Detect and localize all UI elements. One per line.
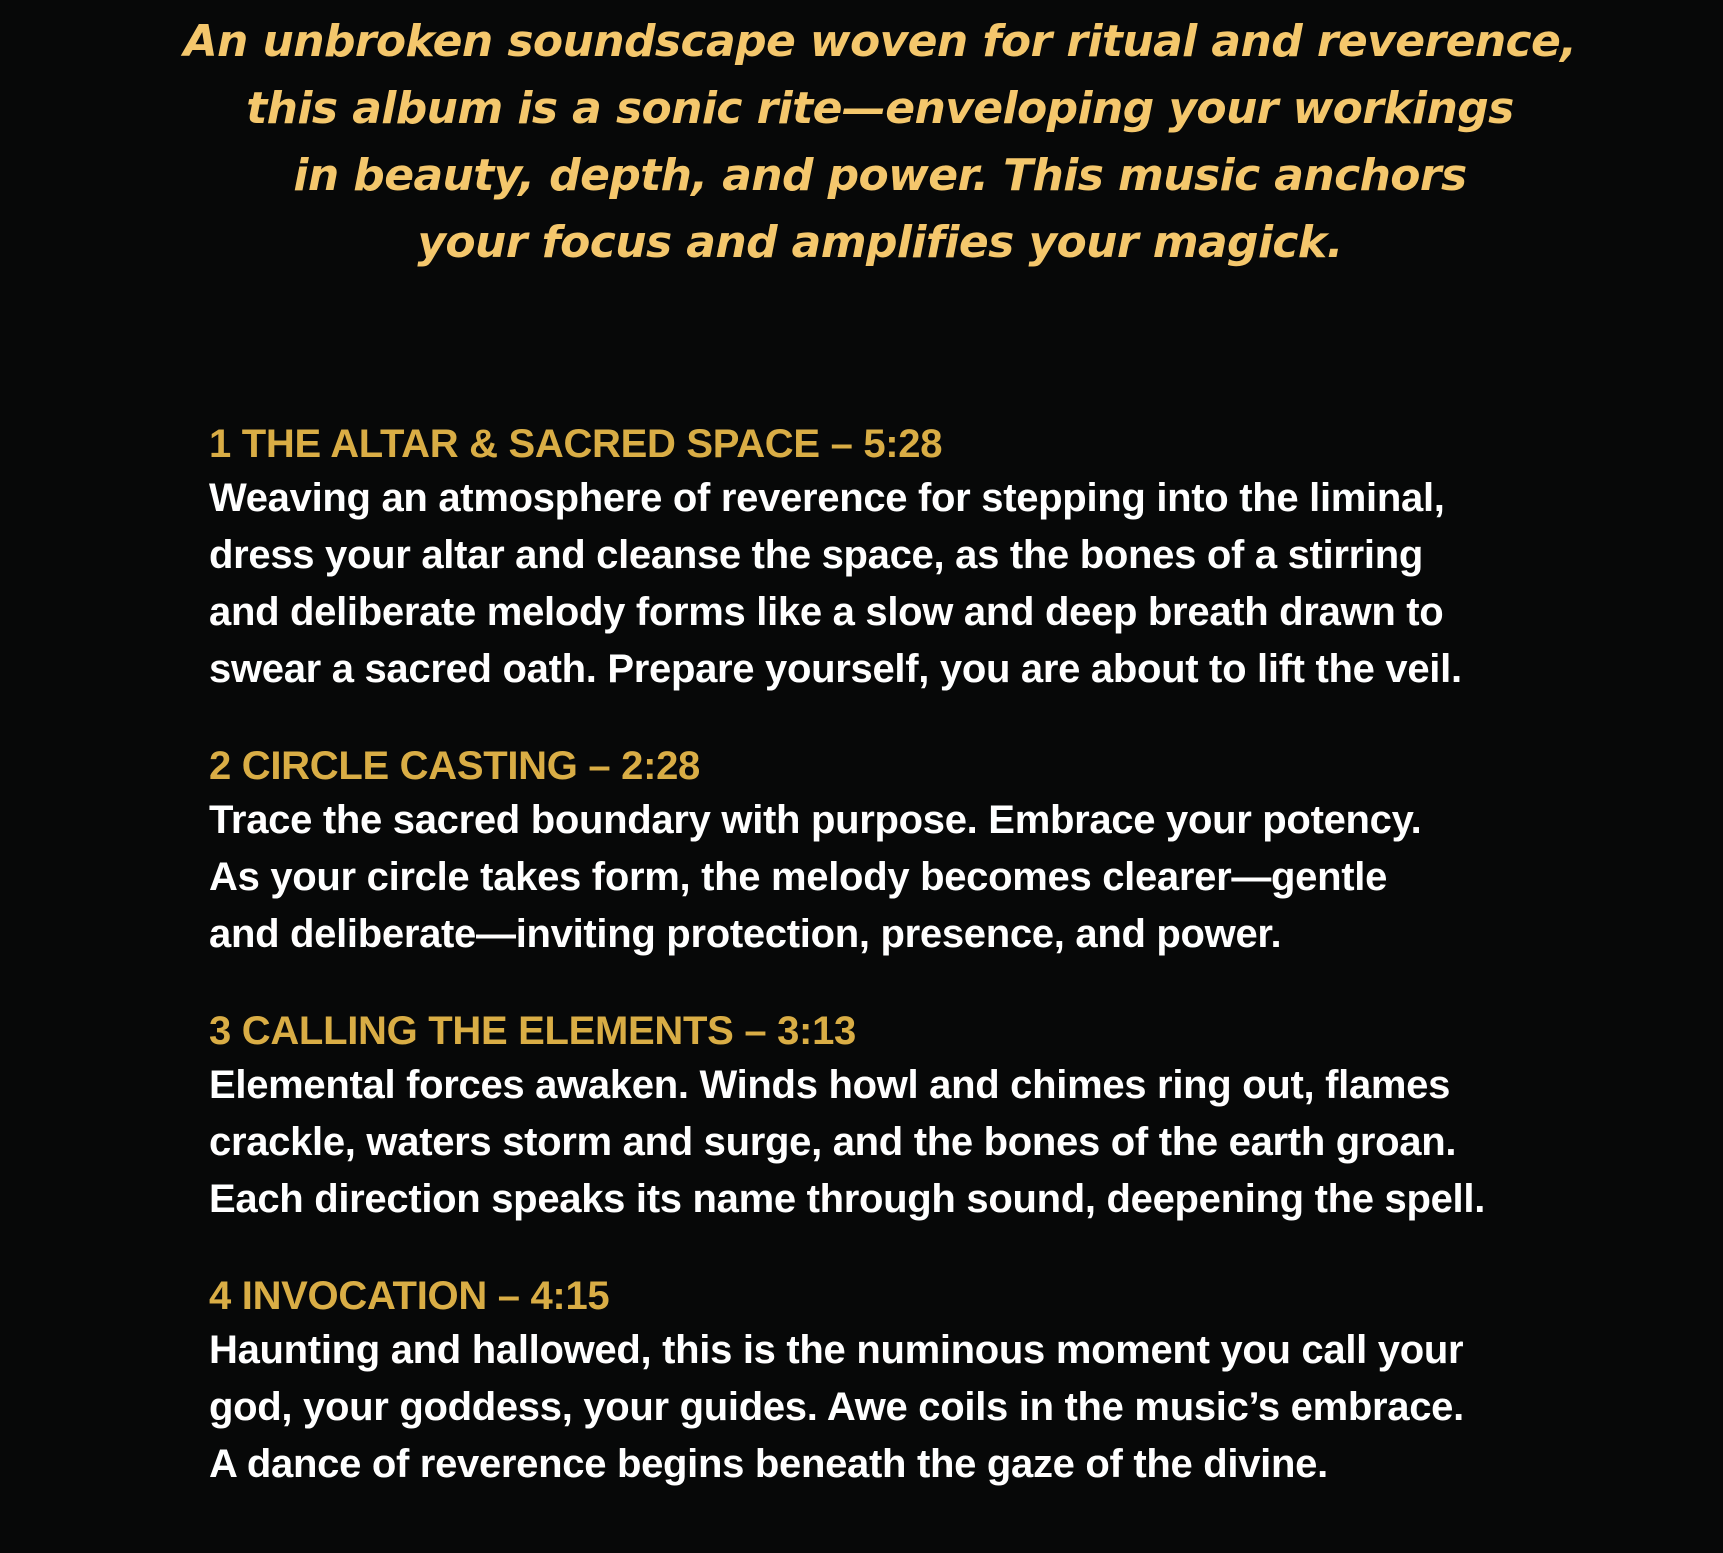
track-description-line: As your circle takes form, the melody becomes clearer—gentle bbox=[209, 855, 1388, 899]
track-description-line: god, your goddess, your guides. Awe coils in the music’s embrace. bbox=[209, 1385, 1464, 1429]
track-list bbox=[209, 418, 1689, 1535]
track-description-line: Haunting and hallowed, this is the numinous moment you call your bbox=[209, 1328, 1464, 1372]
track-description-line: and deliberate—inviting protection, presence, and power. bbox=[209, 912, 1282, 956]
track-description-line: dress your altar and cleanse the space, as the bones of a stirring bbox=[209, 533, 1423, 577]
track-description-line: Weaving an atmosphere of reverence for stepping into the liminal, bbox=[209, 476, 1445, 520]
track-item bbox=[209, 1005, 1689, 1228]
track-item bbox=[209, 418, 1689, 698]
track-description-line: Elemental forces awaken. Winds howl and chimes ring out, flames bbox=[209, 1063, 1451, 1107]
track-description-line: crackle, waters storm and surge, and the bones of the earth groan. bbox=[209, 1120, 1457, 1164]
track-title: 4 INVOCATION – 4:15 bbox=[209, 1274, 610, 1318]
track-title: 2 CIRCLE CASTING – 2:28 bbox=[209, 744, 700, 788]
track-title: 3 CALLING THE ELEMENTS – 3:13 bbox=[209, 1009, 856, 1053]
intro-line: this album is a sonic rite—enveloping your workings bbox=[246, 83, 1514, 134]
intro-line: An unbroken soundscape woven for ritual and reverence, bbox=[183, 16, 1577, 67]
track-description-line: and deliberate melody forms like a slow and deep breath drawn to bbox=[209, 590, 1444, 634]
track-description-line: Each direction speaks its name through sound, deepening the spell. bbox=[209, 1177, 1486, 1221]
track-description-line: swear a sacred oath. Prepare yourself, you are about to lift the veil. bbox=[209, 647, 1462, 691]
intro-text bbox=[0, 8, 1723, 276]
track-description-line: Trace the sacred boundary with purpose. Embrace your potency. bbox=[209, 798, 1422, 842]
track-item bbox=[209, 1270, 1689, 1493]
intro-line: your focus and amplifies your magick. bbox=[417, 217, 1343, 268]
intro-line: in beauty, depth, and power. This music anchors bbox=[293, 150, 1467, 201]
track-description-line: A dance of reverence begins beneath the gaze of the divine. bbox=[209, 1442, 1328, 1486]
track-title: 1 THE ALTAR & SACRED SPACE – 5:28 bbox=[209, 422, 943, 466]
track-item bbox=[209, 740, 1689, 963]
